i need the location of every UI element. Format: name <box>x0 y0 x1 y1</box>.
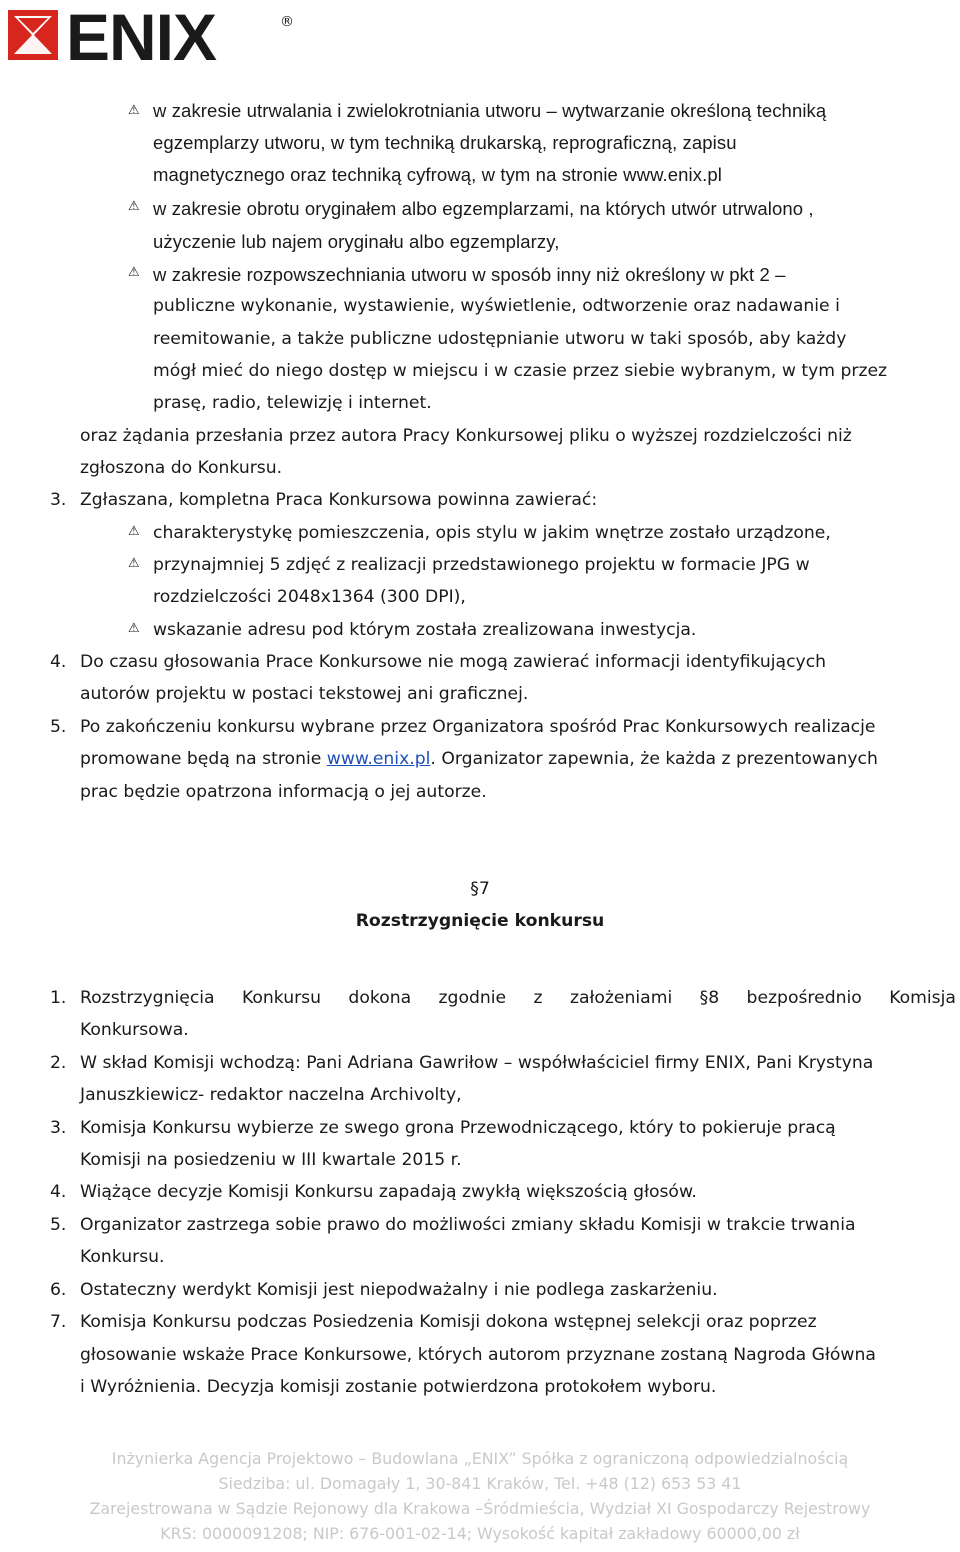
footer-address: Siedziba: ul. Domagały 1, 30-841 Kraków, Tel. +48 (12) 653 53 41 <box>218 1474 742 1493</box>
bullet-icon: ⚠ <box>128 265 140 280</box>
section-symbol: §7 <box>470 879 490 899</box>
text-line: w zakresie obrotu oryginałem albo egzemplarzami, na których utwór utrwalono , <box>153 198 814 219</box>
list-number: 6. <box>50 1280 67 1300</box>
text-line: w zakresie utrwalania i zwielokrotniania utworu – wytwarzanie określoną techniką <box>153 100 827 121</box>
text-line: publiczne wykonanie, wystawienie, wyświetlenie, odtworzenie oraz nadawanie i <box>153 296 840 316</box>
word: Komisja <box>889 988 956 1008</box>
footer-krs-nip: KRS: 0000091208; NIP: 676-001-02-14; Wysokość kapitał zakładowy 60000,00 zł <box>160 1524 800 1543</box>
bullet-icon: ⚠ <box>128 103 140 118</box>
text-line: oraz żądania przesłania przez autora Pracy Konkursowej pliku o wyższej rozdzielczości niż <box>80 426 852 446</box>
enix-logo <box>8 6 298 64</box>
text-line: Po zakończeniu konkursu wybrane przez Organizatora spośród Prac Konkursowych realizacje <box>80 717 876 737</box>
text-line: prac będzie opatrzona informacją o jej autorze. <box>80 782 487 802</box>
list-number: 1. <box>50 988 67 1008</box>
text-line <box>80 743 878 776</box>
text-line: Do czasu głosowania Prace Konkursowe nie mogą zawierać informacji identyfikujących <box>80 652 827 672</box>
enix-website-link[interactable]: www.enix.pl <box>326 749 431 769</box>
list-number: 5. <box>50 717 67 737</box>
word: bezpośrednio <box>746 988 862 1008</box>
word: założeniami <box>569 988 673 1008</box>
text-line: Komisja Konkursu wybierze ze swego grona Przewodniczącego, który to pokieruje pracą <box>80 1118 836 1138</box>
text-line: mógł mieć do niego dostęp w miejscu i w czasie przez siebie wybranym, w tym przez <box>153 361 888 381</box>
list-number: 4. <box>50 652 67 672</box>
text-line: Konkursowa. <box>80 1020 189 1040</box>
list-number: 7. <box>50 1312 67 1332</box>
text-line: prasę, radio, telewizję i internet. <box>153 393 432 413</box>
text-line: Ostateczny werdykt Komisji jest niepodważalny i nie podlega zaskarżeniu. <box>80 1280 718 1300</box>
bullet-icon: ⚠ <box>128 199 140 214</box>
text-line: głosowanie wskaże Prace Konkursowe, których autorom przyznane zostaną Nagroda Główna <box>80 1345 876 1365</box>
bullet-icon: ⚠ <box>128 556 140 571</box>
text-line: i Wyróżnienia. Decyzja komisji zostanie potwierdzona protokołem wyboru. <box>80 1377 717 1397</box>
section-title: Rozstrzygnięcie konkursu <box>355 911 605 931</box>
text-line: użyczenie lub najem oryginału albo egzemplarzy, <box>153 231 560 252</box>
text-line: autorów projektu w postaci tekstowej ani graficznej. <box>80 684 529 704</box>
text-line-justified <box>80 982 956 1015</box>
text-line: wskazanie adresu pod którym została zrealizowana inwestycja. <box>153 620 697 640</box>
text-line: zgłoszona do Konkursu. <box>80 458 283 478</box>
bullet-icon: ⚠ <box>128 621 140 636</box>
text-fragment: promowane będą na stronie <box>80 749 327 769</box>
word: z <box>533 988 543 1008</box>
text-line: przynajmniej 5 zdjęć z realizacji przedstawionego projektu w formacie JPG w <box>153 555 810 575</box>
list-number: 4. <box>50 1182 67 1202</box>
text-line: egzemplarzy utworu, w tym techniką drukarską, reprograficzną, zapisu <box>153 132 737 153</box>
text-line: rozdzielczości 2048x1364 (300 DPI), <box>153 587 466 607</box>
word: §8 <box>699 988 720 1008</box>
text-line: Organizator zastrzega sobie prawo do możliwości zmiany składu Komisji w trakcie trwania <box>80 1215 856 1235</box>
bullet-icon: ⚠ <box>128 524 140 539</box>
word: Konkursu <box>241 988 322 1008</box>
word: zgodnie <box>438 988 507 1008</box>
text-line: Konkursu. <box>80 1247 165 1267</box>
footer-registration: Zarejestrowana w Sądzie Rejonowy dla Krakowa –Śródmieścia, Wydział XI Gospodarczy Rejestrowy <box>89 1499 871 1518</box>
text-line: W skład Komisji wchodzą: Pani Adriana Gawriłow – współwłaściciel firmy ENIX, Pani Krystyna <box>80 1053 874 1073</box>
logo-text: ENIX <box>66 6 217 64</box>
enix-logo-graphic <box>8 6 298 64</box>
registered-mark: ® <box>280 14 294 30</box>
text-line: magnetycznego oraz techniką cyfrową, w tym na stronie www.enix.pl <box>153 164 722 185</box>
word: Rozstrzygnięcia <box>80 988 215 1008</box>
text-line: Zgłaszana, kompletna Praca Konkursowa powinna zawierać: <box>80 490 598 510</box>
list-number: 3. <box>50 1118 67 1138</box>
list-number: 2. <box>50 1053 67 1073</box>
list-number: 3. <box>50 490 67 510</box>
text-line: Januszkiewicz- redaktor naczelna Archivolty, <box>80 1085 462 1105</box>
text-line: charakterystykę pomieszczenia, opis stylu w jakim wnętrze zostało urządzone, <box>153 523 831 543</box>
text-line: Komisji na posiedzeniu w III kwartale 2015 r. <box>80 1150 462 1170</box>
text-fragment: . Organizator zapewnia, że każda z prezentowanych <box>430 749 878 769</box>
footer-company: Inżynierka Agencja Projektowo – Budowlana „ENIX” Spółka z ograniczoną odpowiedzialnością <box>111 1449 849 1468</box>
text-line: Komisja Konkursu podczas Posiedzenia Komisji dokona wstępnej selekcji oraz poprzez <box>80 1312 817 1332</box>
list-number: 5. <box>50 1215 67 1235</box>
text-line: w zakresie rozpowszechniania utworu w sposób inny niż określony w pkt 2 – <box>153 264 786 285</box>
text-line: reemitowanie, a także publiczne udostępnianie utworu w taki sposób, aby każdy <box>153 329 847 349</box>
word: dokona <box>348 988 412 1008</box>
text-line: Wiążące decyzje Komisji Konkursu zapadają zwykłą większością głosów. <box>80 1182 697 1202</box>
